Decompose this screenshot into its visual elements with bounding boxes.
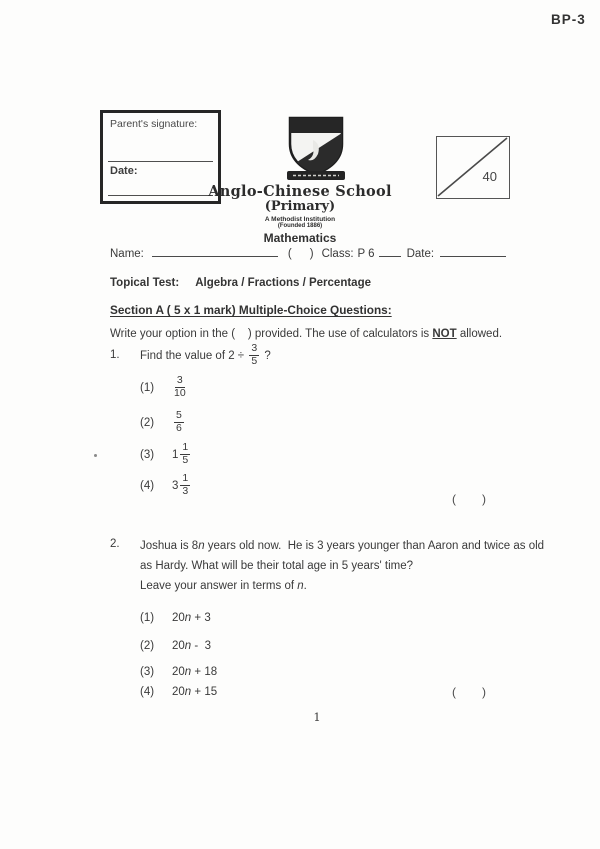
topical-test-label: Topical Test:: [110, 277, 180, 289]
section-a-heading: Section A ( 5 x 1 mark) Multiple-Choice Questions:: [110, 303, 392, 317]
scan-speck: [94, 454, 97, 457]
name-blank: [152, 247, 278, 257]
topical-test-row: [110, 277, 371, 289]
parent-signature-label: Parent's signature:: [110, 118, 198, 130]
q1-option-3: (3) 1 $\frac{1}{5}$: [140, 441, 189, 467]
school-name: Anglo-Chinese School: [208, 183, 392, 200]
date-blank: [440, 247, 506, 257]
variable-n: n: [184, 666, 192, 678]
q2-option-2: (2) 20 n - 3: [140, 640, 212, 652]
section-a-instruction: Write your option in the ( ) provided. The use of calculators is NOT allowed.: [110, 328, 503, 340]
q1-stem-fraction: $\frac{3}{5}$: [251, 342, 258, 368]
index-paren-close: ): [309, 248, 314, 261]
variable-n: n: [184, 686, 192, 698]
school-subtitle: A Methodist Institution: [264, 216, 336, 223]
page-number: 1: [313, 710, 321, 724]
diagonal-line: [437, 137, 508, 197]
variable-n: n: [297, 580, 304, 592]
q1-answer-brackets: ( ): [452, 492, 486, 506]
date-label: Date:: [110, 165, 138, 177]
class-label: Class:: [321, 248, 354, 261]
school-founded: (Founded 1886): [277, 223, 323, 229]
q1-stem: Find the value of 2 ÷ $\frac{3}{5}$ ?: [140, 342, 271, 368]
student-info-row: [110, 247, 506, 260]
class-blank: [379, 247, 401, 257]
q1-option-2: (2) $\frac{5}{6}$: [140, 409, 182, 435]
fraction: $\frac{3}{10}$: [174, 374, 186, 400]
signature-line: [108, 161, 213, 162]
date-field-label: Date:: [406, 248, 435, 261]
school-crest-icon: [287, 116, 345, 187]
paper-code: BP-3: [551, 12, 586, 27]
q2-option-1: (1) 20 n + 3: [140, 612, 211, 624]
q1-option-1: (1) $\frac{3}{10}$: [140, 374, 186, 400]
q1-option-4: (4) 3 $\frac{1}{3}$: [140, 472, 189, 498]
q1-number: 1.: [110, 349, 120, 361]
index-paren-open: (: [287, 248, 292, 261]
school-name-primary: (Primary): [264, 199, 336, 214]
q2-stem: Joshua is 8n years old now. He is 3 years younger than Aaron and twice as old as Hardy. What will be their total age in 5 years' time? Leave your answer in terms of n.: [140, 540, 545, 592]
fraction: $\frac{1}{5}$: [182, 441, 189, 467]
not-emphasis: NOT: [432, 328, 457, 340]
fraction: $\frac{1}{3}$: [182, 472, 189, 498]
q2-number: 2.: [110, 538, 120, 550]
q2-answer-brackets: ( ): [452, 685, 486, 699]
fraction: $\frac{5}{6}$: [176, 409, 182, 435]
subject-title: Mathematics: [263, 231, 337, 245]
name-label: Name:: [110, 248, 144, 261]
topics-list: Algebra / Fractions / Percentage: [195, 277, 371, 289]
total-marks-value: 40: [482, 169, 497, 184]
q2-option-4: (4) 20 n + 15: [140, 686, 218, 698]
class-value: P 6: [357, 248, 375, 261]
variable-n: n: [184, 640, 192, 652]
variable-n: n: [184, 612, 192, 624]
variable-n: n: [198, 540, 205, 552]
total-marks-box: [436, 136, 510, 199]
q2-option-3: (3) 20 n + 18: [140, 666, 218, 678]
